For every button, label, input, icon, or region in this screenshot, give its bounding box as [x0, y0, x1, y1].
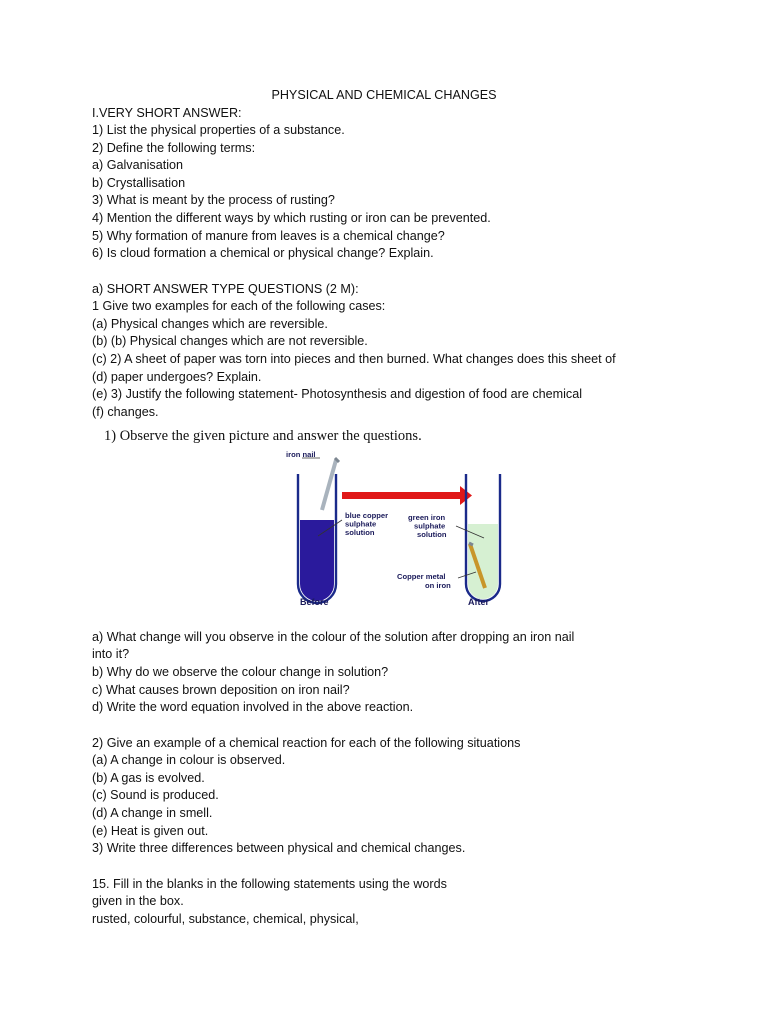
before-test-tube: [298, 458, 339, 603]
question-line: 2) Give an example of a chemical reaction for each of the following situations: [92, 736, 521, 750]
question-line: 15. Fill in the blanks in the following statements using the words: [92, 877, 447, 891]
label-blue-solution: solution: [345, 528, 375, 537]
label-copper-metal: Copper metal: [397, 572, 446, 581]
question-line: (b) A gas is evolved.: [92, 771, 205, 785]
label-green-solution: sulphate: [414, 521, 446, 531]
label-green-solution: solution: [417, 530, 447, 539]
word-list: rusted, colourful, substance, chemical, physical,: [92, 912, 359, 926]
question-line: 2) Define the following terms:: [92, 141, 256, 155]
question-line: given in the box.: [92, 894, 184, 908]
question-line: (f) changes.: [92, 405, 159, 419]
label-blue-solution: sulphate: [345, 519, 377, 529]
iron-nail: [322, 460, 336, 510]
question-line: b) Crystallisation: [92, 176, 186, 190]
question-line: 1 Give two examples for each of the following cases:: [92, 299, 386, 313]
question-line: 1) List the physical properties of a substance.: [92, 123, 345, 137]
reaction-arrow: [342, 486, 472, 505]
question-line: (e) 3) Justify the following statement- Photosynthesis and digestion of food are chemical: [92, 387, 583, 401]
section-heading: I.VERY SHORT ANSWER:: [92, 106, 242, 120]
blue-solution: [300, 520, 334, 601]
question-line: (c) 2) A sheet of paper was torn into pieces and then burned. What changes does this sheet of: [92, 352, 616, 366]
label-copper-metal: on iron: [425, 581, 451, 590]
question-line: b) Why do we observe the colour change in solution?: [92, 665, 389, 679]
question-line: (e) Heat is given out.: [92, 824, 209, 838]
question-line: into it?: [92, 647, 130, 661]
after-nail-head: [469, 543, 473, 545]
question-line: 5) Why formation of manure from leaves is a chemical change?: [92, 229, 445, 243]
question-line: (a) Physical changes which are reversible.: [92, 317, 328, 331]
question-line: (c) Sound is produced.: [92, 788, 219, 802]
question-line: a) What change will you observe in the colour of the solution after dropping an iron nail: [92, 630, 575, 644]
question-line: (d) A change in smell.: [92, 806, 213, 820]
question-line: 3) Write three differences between physical and chemical changes.: [92, 841, 466, 855]
arrow-shaft: [342, 492, 462, 499]
question-line: 6) Is cloud formation a chemical or physical change? Explain.: [92, 246, 434, 260]
figure-caption: 1) Observe the given picture and answer the questions.: [104, 428, 422, 444]
question-line: c) What causes brown deposition on iron nail?: [92, 683, 350, 697]
question-line: 4) Mention the different ways by which rusting or iron can be prevented.: [92, 211, 491, 225]
label-blue-solution: blue copper: [345, 511, 389, 520]
label-after: After: [468, 597, 490, 607]
question-line: a) Galvanisation: [92, 158, 184, 172]
label-green-solution: green iron: [408, 513, 446, 522]
page-title: PHYSICAL AND CHEMICAL CHANGES: [271, 88, 497, 102]
question-line: (a) A change in colour is observed.: [92, 753, 286, 767]
section-heading: a) SHORT ANSWER TYPE QUESTIONS (2 M):: [92, 282, 359, 296]
label-before: Before: [300, 597, 329, 607]
question-line: d) Write the word equation involved in the above reaction.: [92, 700, 414, 714]
question-line: (d) paper undergoes? Explain.: [92, 370, 262, 384]
test-tube-figure: [270, 448, 510, 618]
question-line: (b) (b) Physical changes which are not reversible.: [92, 334, 368, 348]
question-line: 3) What is meant by the process of rusting?: [92, 193, 335, 207]
label-iron-nail: iron nail: [286, 450, 316, 459]
